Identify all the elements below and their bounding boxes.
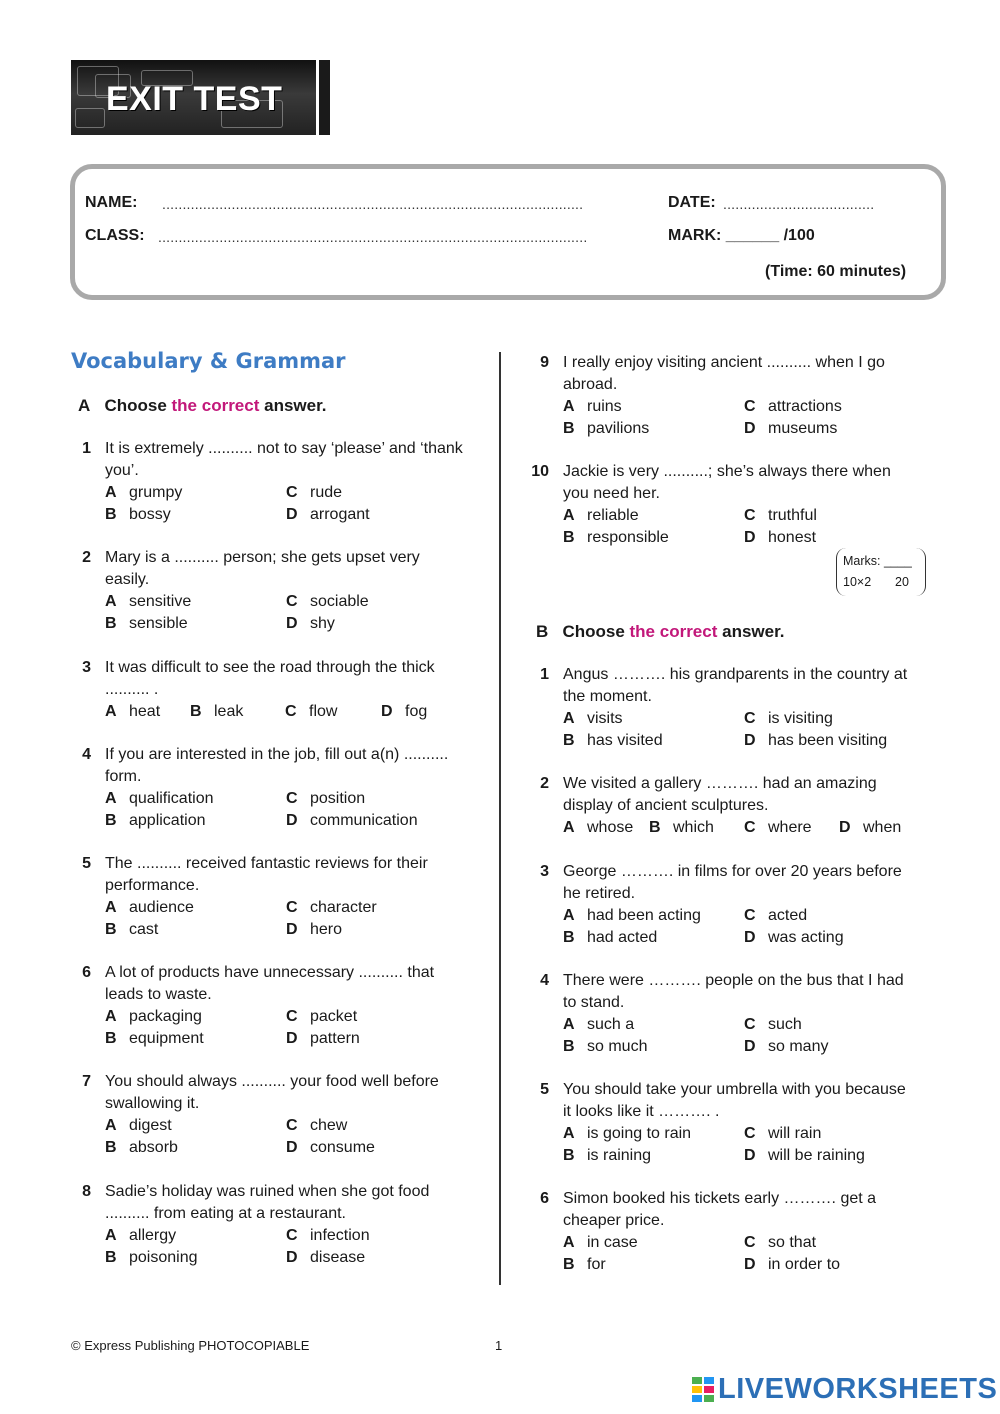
option-text: so that	[768, 1234, 817, 1251]
name-label: NAME:	[85, 194, 138, 211]
option-text: equipment	[129, 1030, 204, 1047]
answer-option-b[interactable]	[105, 504, 171, 526]
option-letter: B	[105, 1030, 117, 1047]
answer-option-b[interactable]	[563, 527, 669, 549]
answer-option-c[interactable]	[744, 396, 842, 418]
question-number: 6	[540, 1190, 549, 1207]
marks-calc: 10×2	[843, 575, 872, 589]
option-letter: C	[744, 507, 756, 524]
task-letter: B	[536, 622, 549, 641]
option-text: packaging	[129, 1008, 202, 1025]
option-text: so many	[768, 1038, 829, 1055]
answer-option-b[interactable]	[563, 927, 657, 949]
option-letter: C	[286, 1008, 298, 1025]
answer-option-b[interactable]	[563, 418, 649, 440]
task-instruction-highlight: the correct	[629, 622, 718, 641]
answer-option-c[interactable]	[744, 1232, 816, 1254]
option-text: heat	[129, 703, 161, 720]
option-text: shy	[310, 615, 335, 632]
question-text: he retired.	[563, 885, 636, 902]
option-letter: B	[563, 1147, 575, 1164]
question-text: You should always .......... your food well before	[105, 1073, 439, 1090]
question-item	[71, 853, 491, 943]
option-text: sensible	[129, 615, 188, 632]
question-text: You should take your umbrella with you because	[563, 1081, 906, 1098]
answer-option-a[interactable]	[563, 505, 639, 527]
question-text: it looks like it ………. .	[563, 1103, 720, 1120]
question-number: 5	[82, 855, 91, 872]
question-text: Sadie’s holiday was ruined when she got food	[105, 1183, 430, 1200]
answer-option-a[interactable]	[105, 591, 191, 613]
option-letter: C	[286, 899, 298, 916]
option-text: had acted	[587, 929, 658, 946]
question-item	[529, 461, 949, 551]
question-item	[71, 547, 491, 637]
option-letter: B	[105, 615, 117, 632]
option-letter: C	[286, 1117, 298, 1134]
option-text: communication	[310, 812, 418, 829]
option-text: packet	[310, 1008, 358, 1025]
name-field[interactable]: .......................................................................................................	[162, 196, 584, 212]
option-letter: C	[286, 790, 298, 807]
question-number: 10	[531, 463, 549, 480]
option-letter: B	[105, 506, 117, 523]
answer-option-d[interactable]	[744, 1036, 828, 1058]
answer-option-c[interactable]	[744, 708, 833, 730]
question-text: A lot of products have unnecessary .......... that	[105, 964, 435, 981]
answer-option-d[interactable]	[286, 919, 342, 941]
option-text: infection	[310, 1227, 370, 1244]
answer-option-a[interactable]	[563, 708, 623, 730]
answer-option-a[interactable]	[563, 1123, 691, 1145]
option-text: flow	[309, 703, 338, 720]
option-letter: A	[563, 907, 575, 924]
question-text: form.	[105, 768, 142, 785]
option-text: pattern	[310, 1030, 360, 1047]
option-text: application	[129, 812, 206, 829]
question-text: It was difficult to see the road through the thick	[105, 659, 435, 676]
question-item	[529, 970, 949, 1060]
option-text: position	[310, 790, 366, 807]
question-text: leads to waste.	[105, 986, 212, 1003]
mark-field[interactable]: MARK: ______ /100	[668, 227, 815, 244]
option-letter: A	[105, 1227, 117, 1244]
question-text: easily.	[105, 571, 150, 588]
answer-option-c[interactable]	[286, 1006, 357, 1028]
option-letter: A	[105, 484, 117, 501]
question-item	[71, 438, 491, 528]
question-text: I really enjoy visiting ancient .......... when I go	[563, 354, 885, 371]
answer-option-d[interactable]	[744, 730, 887, 752]
option-text: is going to rain	[587, 1125, 692, 1142]
option-letter: A	[105, 1117, 117, 1134]
option-letter: B	[563, 1038, 575, 1055]
option-letter: B	[563, 1256, 575, 1273]
option-letter: C	[744, 819, 756, 836]
option-text: whose	[587, 819, 634, 836]
question-text: Simon booked his tickets early ………. get a	[563, 1190, 877, 1207]
answer-option-a[interactable]	[105, 1225, 176, 1247]
option-letter: D	[744, 1256, 756, 1273]
task-letter: A	[78, 396, 91, 415]
answer-option-c[interactable]	[744, 1014, 802, 1036]
option-letter: A	[563, 398, 575, 415]
option-letter: C	[744, 1016, 756, 1033]
option-text: pavilions	[587, 420, 650, 437]
question-item	[529, 352, 949, 442]
answer-option-c[interactable]	[744, 505, 817, 527]
class-field[interactable]: .........................................................................................................	[158, 229, 588, 245]
question-number: 5	[540, 1081, 549, 1098]
marks-label: Marks: ____	[843, 554, 912, 568]
question-text: Angus ………. his grandparents in the country at	[563, 666, 908, 683]
option-letter: A	[105, 703, 117, 720]
task-instruction: answer.	[259, 396, 327, 415]
option-text: sociable	[310, 593, 369, 610]
question-number: 3	[82, 659, 91, 676]
answer-option-a[interactable]	[563, 1014, 634, 1036]
time-limit: (Time: 60 minutes)	[765, 263, 907, 280]
option-letter: B	[105, 812, 117, 829]
option-text: will rain	[768, 1125, 822, 1142]
answer-option-a[interactable]	[105, 1115, 172, 1137]
answer-option-c[interactable]	[286, 1225, 370, 1247]
answer-option-c[interactable]	[744, 905, 807, 927]
option-letter: D	[286, 1030, 298, 1047]
question-text: We visited a gallery ………. had an amazing	[563, 775, 877, 792]
option-text: will be raining	[768, 1147, 865, 1164]
option-letter: A	[563, 507, 575, 524]
option-letter: B	[105, 1249, 117, 1266]
option-letter: C	[285, 703, 297, 720]
option-letter: A	[563, 710, 575, 727]
option-text: bossy	[129, 506, 171, 523]
answer-option-d[interactable]	[839, 817, 901, 839]
answer-option-a[interactable]	[563, 1232, 638, 1254]
task-b-heading	[536, 622, 785, 642]
option-letter: A	[563, 1125, 575, 1142]
option-text: attractions	[768, 398, 842, 415]
option-letter: D	[286, 1249, 298, 1266]
answer-option-b[interactable]	[649, 817, 714, 839]
header-banner	[71, 60, 316, 135]
option-text: leak	[214, 703, 244, 720]
answer-option-a[interactable]	[563, 905, 701, 927]
marks-box	[836, 548, 926, 596]
question-item	[529, 1188, 949, 1278]
option-text: honest	[768, 529, 817, 546]
question-item	[71, 1181, 491, 1271]
answer-option-a[interactable]	[105, 701, 160, 723]
option-text: had been acting	[587, 907, 701, 924]
option-text: hero	[310, 921, 343, 938]
answer-option-d[interactable]	[381, 701, 427, 723]
option-letter: B	[563, 420, 575, 437]
answer-option-c[interactable]	[285, 701, 337, 723]
answer-option-b[interactable]	[563, 1254, 606, 1276]
question-number: 4	[82, 746, 91, 763]
question-text: you’.	[105, 462, 139, 479]
option-letter: B	[649, 819, 661, 836]
task-instruction: Choose	[104, 396, 172, 415]
option-letter: D	[839, 819, 851, 836]
answer-option-d[interactable]	[286, 1137, 375, 1159]
question-text: Mary is a .......... person; she gets upset very	[105, 549, 420, 566]
option-text: poisoning	[129, 1249, 198, 1266]
question-item	[71, 1071, 491, 1161]
option-text: character	[310, 899, 377, 916]
task-instruction: Choose	[562, 622, 630, 641]
option-letter: C	[286, 1227, 298, 1244]
option-letter: D	[286, 812, 298, 829]
question-number: 8	[82, 1183, 91, 1200]
answer-option-b[interactable]	[105, 1247, 198, 1269]
option-letter: D	[744, 529, 756, 546]
option-letter: B	[105, 921, 117, 938]
question-number: 2	[82, 549, 91, 566]
answer-option-b[interactable]	[190, 701, 243, 723]
option-text: consume	[310, 1139, 375, 1156]
option-text: acted	[768, 907, 808, 924]
question-number: 1	[82, 440, 91, 457]
option-letter: D	[744, 1147, 756, 1164]
answer-option-d[interactable]	[286, 504, 370, 526]
question-text: the moment.	[563, 688, 652, 705]
question-text: .......... .	[105, 681, 159, 698]
option-letter: D	[286, 921, 298, 938]
option-letter: A	[105, 593, 117, 610]
option-text: when	[863, 819, 902, 836]
answer-option-b[interactable]	[105, 919, 158, 941]
option-text: for	[587, 1256, 606, 1273]
option-letter: D	[744, 929, 756, 946]
question-text: The .......... received fantastic reviews for their	[105, 855, 428, 872]
option-text: is visiting	[768, 710, 833, 727]
question-item	[71, 744, 491, 834]
question-number: 9	[540, 354, 549, 371]
option-text: absorb	[129, 1139, 178, 1156]
brand-name: LIVEWORKSHEETS	[718, 1373, 998, 1405]
option-letter: D	[286, 506, 298, 523]
task-a-heading	[78, 396, 327, 416]
answer-option-b[interactable]	[105, 1137, 178, 1159]
option-letter: D	[744, 420, 756, 437]
answer-option-b[interactable]	[105, 613, 188, 635]
answer-option-d[interactable]	[286, 810, 418, 832]
option-letter: B	[563, 529, 575, 546]
question-text: swallowing it.	[105, 1095, 200, 1112]
option-letter: B	[563, 929, 575, 946]
option-text: ruins	[587, 398, 622, 415]
date-field[interactable]: .....................................	[723, 196, 875, 212]
question-number: 7	[82, 1073, 91, 1090]
question-text: abroad.	[563, 376, 618, 393]
option-letter: A	[563, 1234, 575, 1251]
option-letter: A	[563, 1016, 575, 1033]
answer-option-d[interactable]	[744, 527, 816, 549]
answer-option-c[interactable]	[286, 591, 369, 613]
question-item	[529, 1079, 949, 1169]
option-letter: C	[744, 907, 756, 924]
option-text: rude	[310, 484, 343, 501]
date-label: DATE:	[668, 194, 716, 211]
answer-option-c[interactable]	[286, 482, 342, 504]
answer-option-b[interactable]	[563, 730, 663, 752]
option-text: in case	[587, 1234, 638, 1251]
option-text: arrogant	[310, 506, 370, 523]
question-item	[529, 773, 949, 863]
class-label: CLASS:	[85, 227, 145, 244]
option-letter: C	[744, 398, 756, 415]
option-letter: C	[744, 1234, 756, 1251]
option-text: was acting	[768, 929, 844, 946]
option-text: qualification	[129, 790, 214, 807]
option-text: museums	[768, 420, 838, 437]
answer-option-a[interactable]	[105, 897, 194, 919]
task-instruction: answer.	[717, 622, 785, 641]
option-text: has visited	[587, 732, 663, 749]
question-item	[71, 962, 491, 1052]
option-text: which	[673, 819, 714, 836]
option-letter: C	[744, 1125, 756, 1142]
marks-total: 20	[895, 575, 909, 589]
option-letter: B	[190, 703, 202, 720]
option-text: disease	[310, 1249, 366, 1266]
question-number: 4	[540, 972, 549, 989]
answer-option-a[interactable]	[105, 1006, 202, 1028]
liveworksheets-icon	[692, 1377, 714, 1403]
question-item	[529, 861, 949, 951]
question-number: 6	[82, 964, 91, 981]
option-letter: D	[381, 703, 393, 720]
question-number: 2	[540, 775, 549, 792]
option-letter: C	[744, 710, 756, 727]
answer-option-c[interactable]	[744, 817, 812, 839]
question-text: Jackie is very ..........; she’s always there when	[563, 463, 891, 480]
option-letter: B	[563, 732, 575, 749]
question-text: performance.	[105, 877, 200, 894]
option-text: such	[768, 1016, 802, 1033]
answer-option-d[interactable]	[286, 1247, 365, 1269]
answer-option-d[interactable]	[744, 927, 844, 949]
option-text: where	[768, 819, 812, 836]
answer-option-c[interactable]	[286, 897, 377, 919]
option-text: responsible	[587, 529, 669, 546]
answer-option-d[interactable]	[744, 418, 837, 440]
option-text: such a	[587, 1016, 635, 1033]
page-title: EXIT TEST	[106, 80, 283, 118]
question-text: George ………. in films for over 20 years before	[563, 863, 902, 880]
option-text: grumpy	[129, 484, 183, 501]
question-number: 1	[540, 666, 549, 683]
option-text: truthful	[768, 507, 817, 524]
option-text: chew	[310, 1117, 348, 1134]
question-text: It is extremely .......... not to say ‘please’ and ‘thank	[105, 440, 463, 457]
page-number: 1	[495, 1338, 503, 1353]
answer-option-a[interactable]	[563, 817, 633, 839]
question-text: There were ………. people on the bus that I had	[563, 972, 904, 989]
option-text: fog	[405, 703, 428, 720]
option-letter: A	[105, 790, 117, 807]
question-text: display of ancient sculptures.	[563, 797, 769, 814]
option-letter: C	[286, 484, 298, 501]
option-letter: C	[286, 593, 298, 610]
option-letter: A	[105, 1008, 117, 1025]
answer-option-b[interactable]	[105, 810, 206, 832]
option-text: audience	[129, 899, 194, 916]
option-letter: D	[286, 1139, 298, 1156]
answer-option-b[interactable]	[563, 1145, 651, 1167]
option-text: digest	[129, 1117, 172, 1134]
option-text: cast	[129, 921, 159, 938]
option-letter: A	[563, 819, 575, 836]
answer-option-d[interactable]	[286, 613, 335, 635]
answer-option-a[interactable]	[563, 396, 622, 418]
answer-option-c[interactable]	[744, 1123, 821, 1145]
section-title: Vocabulary & Grammar	[71, 349, 346, 373]
option-text: in order to	[768, 1256, 841, 1273]
option-letter: A	[105, 899, 117, 916]
answer-option-d[interactable]	[744, 1145, 865, 1167]
column-divider	[499, 352, 501, 1285]
question-item	[71, 657, 491, 747]
question-item	[529, 664, 949, 754]
option-letter: B	[105, 1139, 117, 1156]
answer-option-d[interactable]	[744, 1254, 840, 1276]
copyright-notice: © Express Publishing PHOTOCOPIABLE	[71, 1338, 310, 1353]
answer-option-c[interactable]	[286, 1115, 347, 1137]
answer-option-b[interactable]	[563, 1036, 647, 1058]
option-letter: D	[744, 732, 756, 749]
option-text: sensitive	[129, 593, 192, 610]
question-text: .......... from eating at a restaurant.	[105, 1205, 346, 1222]
answer-option-b[interactable]	[105, 1028, 204, 1050]
option-text: reliable	[587, 507, 639, 524]
option-text: is raining	[587, 1147, 652, 1164]
question-text: cheaper price.	[563, 1212, 665, 1229]
answer-option-c[interactable]	[286, 788, 365, 810]
option-text: so much	[587, 1038, 648, 1055]
option-letter: D	[744, 1038, 756, 1055]
question-text: you need her.	[563, 485, 660, 502]
answer-option-a[interactable]	[105, 482, 182, 504]
option-text: visits	[587, 710, 623, 727]
question-number: 3	[540, 863, 549, 880]
banner-bar	[319, 60, 330, 135]
question-text: If you are interested in the job, fill out a(n) ..........	[105, 746, 449, 763]
answer-option-a[interactable]	[105, 788, 214, 810]
question-text: to stand.	[563, 994, 625, 1011]
task-instruction-highlight: the correct	[171, 396, 260, 415]
answer-option-d[interactable]	[286, 1028, 360, 1050]
option-text: has been visiting	[768, 732, 888, 749]
option-text: allergy	[129, 1227, 177, 1244]
option-letter: D	[286, 615, 298, 632]
